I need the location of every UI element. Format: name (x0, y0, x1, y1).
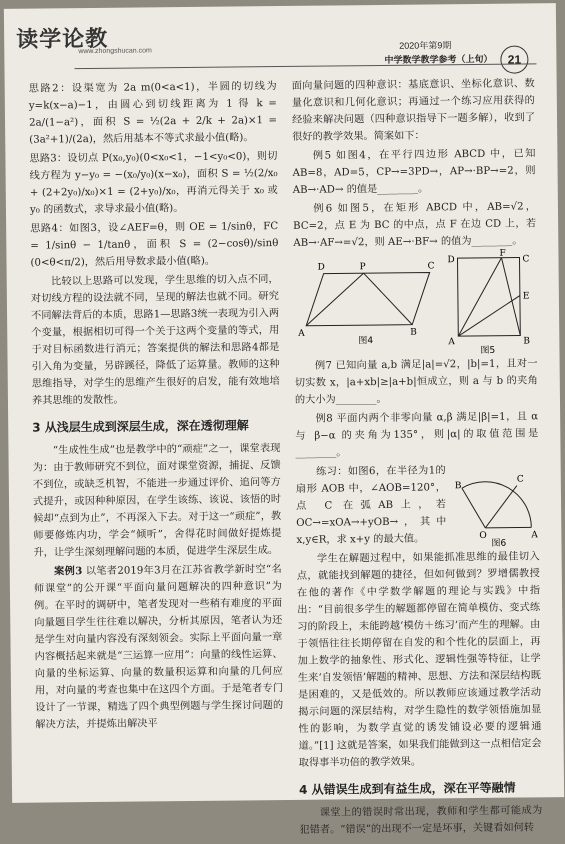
journal-logo: 读学论教 (16, 25, 109, 53)
label-B: B (410, 327, 417, 338)
paragraph-insight: 学生在解题过程中，如果能抓准思维的最佳切入点，就能找到解题的捷径，但如何做到？罗增儒教授在他的著作《中学数学解题的理论与实践》中指出：“目前很多学生的解题都停留在简单模仿、变式练习的阶段上，未能跨越‘模仿＋练习’而产生的理解。由于领悟往往长期停留在自发的和个性化的层面上，再加上数学的抽象性、形式化、逻辑性强等特征，让学生来‘自发领悟’解题的精神、思想、方法和深层结构既是困难的，又是低效的。所以教师应该通过教学活动揭示问题的深层结构，对学生隐性的数学领悟施加显性的影响，为数学直觉的诱发铺设必要的逻辑通道。”[1] 这就是答案，如果我们能做到这一点相信定会取得事半功倍的教学效果。 (296, 551, 542, 769)
section-heading-3: 3 从浅层生成到深层生成，深在透彻理解 (32, 418, 249, 435)
header-divider (74, 63, 536, 69)
figure-4-caption: 图4 (358, 336, 374, 347)
label-C6: C (516, 474, 524, 485)
practice-block (296, 461, 540, 549)
figure-5-caption: 图5 (480, 345, 496, 356)
label-F: F (499, 248, 506, 259)
label-P: P (359, 262, 366, 273)
paragraph-approach-2: 思路2：设渠宽为 2a m(0<a<1)，半圆的切线为 y=k(x−a)−1，由圆心到切线距离为 1 得 k = 2a/(1−a²)，面积 S = ½(2a + 2/k + 2a)×1 = (3a²+1)/(2a)，然后用基本不等式求最小值(略)。 (28, 81, 278, 146)
paragraph-comparison: 比较以上思路可以发现，学生思维的切入点不同，对切线方程的设法就不同，呈现的解法也就不同。研究不同解法背后的本质，思路1—思路3统一表现为引入两个变量，根据相切可得一个关于这两个变量的等式，用于对目标函数进行消元；答案提供的解法和思路4都是引入角为变量，另辟蹊径，降低了运算量。教师的这种思维指导，对学生的思维产生很好的启发，能有效地培养其思维的发散性。 (30, 274, 280, 407)
figure-5-rectangle (443, 248, 537, 356)
practice-text: 练习：如图6，在半径为1的扇形 AOB 中，∠AOB=120°，点 C 在弧AB上，若 OC→=xOA→+yOB→，其中 x,y∈R，求 x+y 的最大值。 (295, 465, 447, 546)
figure-6-sector (451, 465, 540, 549)
section-heading-4: 4 从错误生成到有益生成，深在平等融情 (298, 780, 516, 797)
example-5: 例5 如图4，在平行四边形 ABCD 中，已知 AB=8，AD=5，CP→=3PD→，AP→·BP→=2，则 AB→·AD→ 的值是________。 (292, 148, 536, 196)
figure-row (293, 248, 537, 358)
page-number: 21 (500, 45, 528, 73)
page-header (4, 3, 557, 67)
label-C: C (427, 261, 435, 272)
figure-6-caption: 图6 (491, 538, 507, 549)
label-O: O (479, 530, 487, 541)
example-8: 例8 平面内两个非零向量 α,β 满足|β|=1，且 α 与 β−α 的夹角为135°，则|α|的取值范围是________。 (295, 411, 539, 459)
label-E: E (522, 291, 530, 302)
example-6: 例6 如图5，在矩形 ABCD 中，AB=√2，BC=2，点 E 为 BC 的中点，点 F 在边 CD 上，若 AB→·AF→=√2，则 AE→·BF→ 的值为________。 (293, 201, 537, 249)
label-D5: D (447, 255, 455, 266)
paragraph-continuation: 面向量问题的四种意识：基底意识、坐标化意识、数量化意识和几何化意识；再通过一个练习应用获得的经验来解决问题（四种意识指导下一题多解），收到了很好的教学效果。简案如下： (291, 78, 536, 143)
left-column (29, 78, 284, 736)
label-B6: B (454, 481, 462, 492)
example-7: 例7 已知向量 a,b 满足|a|=√2，|b|=1，且对一切实数 x，|a+xb|≥|a+b|恒成立，则 a 与 b 的夹角的大小为________。 (294, 358, 538, 406)
paragraph-approach-3: 思路3：设切点 P(x₀,y₀)(0<x₀<1，−1<y₀<0)，则切线方程为 y−y₀ = −(x₀/y₀)(x−x₀)，面积 S = ½(2/x₀ + (2+2y₀)/x₀)×1 = (2+y₀)/x₀，再消元得关于 x₀ 或 y₀ 的函数式，求导求最小值(略)。 (29, 151, 278, 216)
magazine-page (4, 3, 564, 836)
right-column (292, 75, 543, 841)
label-A: A (298, 328, 305, 339)
paragraph-case-3 (34, 561, 284, 734)
paragraph-section3-intro: “生成性生成”也是教学中的“顽症”之一，课堂表现为：由于教师研究不到位，面对课堂资源，捕捉、反馈不到位，或缺乏机智，不能进一步通过评价、追问等方式提升，或因种种原因，在学生该练、该说、该悟的时候却“点到为止”，不再深入下去。对于这一“顽症”，教师要修炼内功，学会“倾听”，舍得花时间做好提炼提升，让学生深刻理解问题的本质，促进学生深层生成。 (32, 443, 282, 559)
label-B5: B (523, 336, 531, 347)
case-label: 案例3 (54, 565, 83, 578)
label-C5: C (522, 254, 530, 265)
label-A5: A (448, 337, 455, 348)
case-text: 以笔者2019年3月在江苏省教学新时空“名师课堂”的公开课“平面向量问题解决的四种意识”为例。在平时的调研中，笔者发现对一些稍有难度的平面向量题目学生往往难以解决，分析其原因，笔者认为还是学生对向量内容没有深刻领会。实际上平面向量一章内容概括起来就是“三运算一应用”：向量的线性运算、向量的坐标运算、向量的数量积运算和向量的几何应用，对向量的考查也集中在这四个方面。于是笔者专门设计了一节课，精选了四个典型例题与学生探讨问题的解决方法，并提炼出解决平 (33, 564, 284, 731)
label-D: D (317, 262, 325, 273)
label-A6: A (531, 530, 538, 541)
issue-label: 2020年第9期 (399, 40, 452, 51)
paragraph-section4-intro: 课堂上的错误时常出现，教师和学生都可能成为犯错者。“错误”的出现不一定是坏事，关键看如何转 (299, 805, 543, 836)
website-url: www.zhongshucan.com (78, 47, 152, 56)
journal-name: 中学数学教学参考（上旬） (384, 54, 493, 66)
paragraph-approach-4: 思路4：如图3，设∠AEF=θ，则 OE = 1/sinθ，FC = 1/sinθ − 1/tanθ，面积 S = (2−cosθ)/sinθ (0<θ<π/2)，然后用导数求最小值(略)。 (30, 221, 279, 269)
figure-4-parallelogram (293, 252, 439, 346)
